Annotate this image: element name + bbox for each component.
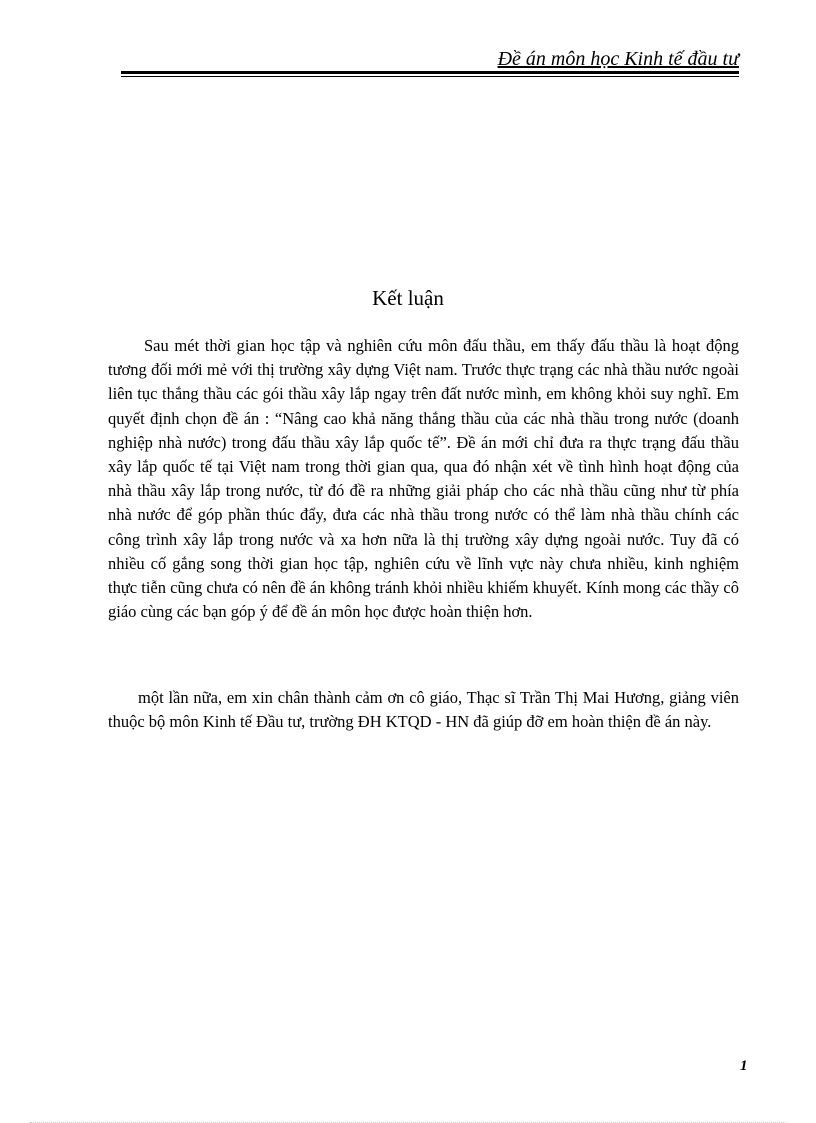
header-title: Đề án môn học Kinh tế đầu tư	[497, 48, 739, 70]
paragraph-acknowledgement: một lần nữa, em xin chân thành cảm ơn cô giáo, Thạc sĩ Trần Thị Mai Hương, giảng viên thuộc bộ môn Kinh tế Đầu tư, trường ĐH KTQD - HN đã giúp đỡ em hoàn thiện đề án này.	[108, 688, 739, 732]
section-heading: Kết luận	[372, 286, 444, 310]
page-header	[121, 46, 739, 76]
page-number: 1	[740, 1058, 748, 1074]
paragraph-conclusion: Sau mét thời gian học tập và nghiên cứu môn đấu thầu, em thấy đấu thầu là hoạt động tương đối mới mẻ với thị trường xây dựng Việt nam. Trước thực trạng các nhà thầu nước ngoài liên tục thắng thầu các gói thầu xây lắp ngay trên đất nước mình, em không khỏi suy nghĩ. Em quyết định chọn đề án : “Nâng cao khả năng thắng thầu của các nhà thầu trong nước (doanh nghiệp nhà nước) trong đấu thầu xây lắp quốc tế”. Đề án mới chỉ đưa ra thực trạng đấu thầu xây lắp quốc tế tại Việt nam trong thời gian qua, qua đó nhận xét về tình hình hoạt động của nhà thầu xây lắp trong nước, từ đó đề ra những giải pháp cho các nhà thầu cũng như từ phía nhà nước để góp phần thúc đẩy, đưa các nhà thầu trong nước có thể làm nhà thầu chính các công trình xây lắp trong nước và xa hơn nữa là thị trường xây dựng ngoài nước. Tuy đã có nhiều cố gắng song thời gian học tập, nghiên cứu về lĩnh vực này chưa nhiều, kinh nghiệm thực tiễn cũng chưa có nên đề án không tránh khỏi nhiều khiếm khuyết. Kính mong các thầy cô giáo cùng các bạn góp ý để đề án môn học được hoàn thiện hơn.	[108, 336, 739, 622]
header-rule	[121, 71, 739, 74]
header-rule-thin	[121, 76, 739, 77]
